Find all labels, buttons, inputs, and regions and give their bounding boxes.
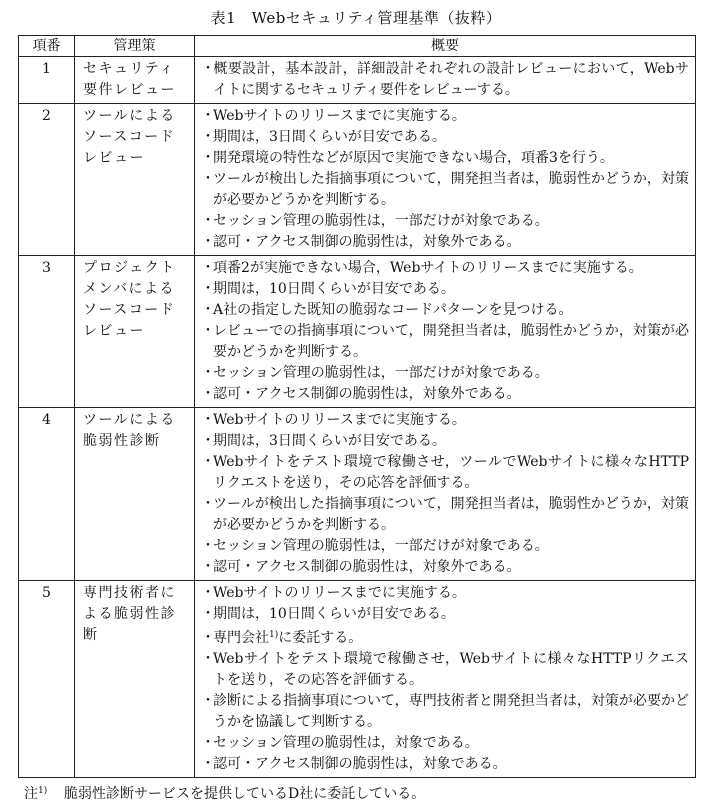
bullet: ・ [201,171,215,187]
summary-item-text: Webサイトのリリースまでに実施する。 [213,585,466,601]
summary-item [201,557,689,578]
summary-item [201,431,689,452]
summary-item [201,258,689,279]
bullet: ・ [201,496,215,512]
bullet: ・ [201,302,215,318]
summary-item [201,494,689,536]
table-row [19,57,696,104]
row-measure: プロジェクト メンバによる ソースコード レビュー [75,256,195,408]
summary-item-text: セッション管理の脆弱性は，一部だけが対象である。 [213,365,549,381]
summary-item-text: ツールが検出した指摘事項について，開発担当者は，脆弱性かどうか，対策が必要かどうかを判断する。 [213,496,689,533]
bullet: ・ [201,606,215,622]
bullet: ・ [201,281,215,297]
summary-item-text: 専門会社$^{1)}$に委託する。 [213,630,363,646]
summary-item-text: 認可・アクセス制御の脆弱性は，対象外である。 [213,234,521,250]
summary-item [201,59,689,101]
summary-item-text: セッション管理の脆弱性は，一部だけが対象である。 [213,213,549,229]
table-row [19,256,696,408]
bullet: ・ [201,129,215,145]
summary-item [201,604,689,625]
summary-item-text: セッション管理の脆弱性は，対象である。 [213,735,479,751]
summary-item [201,106,689,127]
row-measure: ツールによる 脆弱性診断 [75,408,195,581]
summary-item-text: 項番2が実施できない場合，Webサイトのリリースまでに実施する。 [213,260,643,276]
summary-item-text: 診断による指摘事項について，専門技術者と開発担当者は，対策が必要かどうかを協議して判断する。 [213,693,689,730]
summary-item [201,691,689,733]
summary-item [201,363,689,384]
summary-item [201,211,689,232]
bullet: ・ [201,630,215,646]
footnote-reference: 1) [269,630,279,640]
summary-item [201,536,689,557]
bullet: ・ [201,585,215,601]
summary-item-text: 期間は，10日間くらいが目安である。 [213,281,455,297]
table-header-row [19,36,696,57]
header-measure: 管理策 [75,36,195,57]
summary-item [201,410,689,431]
summary-item [201,232,689,253]
summary-item-text: 認可・アクセス制御の脆弱性は，対象外である。 [213,386,521,402]
table-row [19,104,696,256]
bullet: ・ [201,454,215,470]
row-number: 2 [19,104,75,256]
summary-item-text: 概要設計，基本設計，詳細設計それぞれの設計レビューにおいて，Webサイトに関するセキュリティ要件をレビューする。 [213,61,689,98]
bullet: ・ [201,234,215,250]
summary-item-text: 認可・アクセス制御の脆弱性は，対象である。 [213,756,507,772]
summary-item [201,625,689,649]
security-standards-table [18,35,696,778]
table-row [19,581,696,778]
bullet: ・ [201,735,215,751]
footnote-mark: 注$^{1)}$ [24,786,48,802]
summary-item-text: Webサイトをテスト環境で稼働させ，ツールでWebサイトに様々なHTTPリクエストを送り，その応答を評価する。 [213,454,689,491]
summary-item-text: 開発環境の特性などが原因で実施できない場合，項番3を行う。 [213,150,614,166]
bullet: ・ [201,386,215,402]
footnote-text: 脆弱性診断サービスを提供しているD社に委託している。 [64,786,426,802]
summary-item [201,321,689,363]
row-measure: 専門技術者による脆弱性診断 [75,581,195,778]
summary-item [201,279,689,300]
row-number: 5 [19,581,75,778]
summary-item [201,127,689,148]
bullet: ・ [201,213,215,229]
bullet: ・ [201,651,215,667]
summary-item-text: A社の指定した既知の脆弱なコードパターンを見つける。 [213,302,573,318]
summary-item-text: 期間は，3日間くらいが目安である。 [213,129,446,145]
summary-item-text: 期間は，3日間くらいが目安である。 [213,433,446,449]
summary-item [201,733,689,754]
summary-item [201,169,689,211]
table-row [19,408,696,581]
bullet: ・ [201,538,215,554]
bullet: ・ [201,323,215,339]
row-number: 4 [19,408,75,581]
summary-item-text: Webサイトのリリースまでに実施する。 [213,412,466,428]
header-summary: 概要 [195,36,696,57]
bullet: ・ [201,412,215,428]
summary-item-text: Webサイトをテスト環境で稼働させ，Webサイトに様々なHTTPリクエストを送り，その応答を評価する。 [213,651,689,688]
summary-item-text: ツールが検出した指摘事項について，開発担当者は，脆弱性かどうか，対策が必要かどうかを判断する。 [213,171,689,208]
bullet: ・ [201,756,215,772]
summary-item-text: 認可・アクセス制御の脆弱性は，対象外である。 [213,559,521,575]
summary-item [201,452,689,494]
header-num: 項番 [19,36,75,57]
bullet: ・ [201,150,215,166]
footnote [24,782,425,803]
row-number: 3 [19,256,75,408]
summary-item-text: セッション管理の脆弱性は，一部だけが対象である。 [213,538,549,554]
row-measure: セキュリティ 要件レビュー [75,57,195,104]
summary-item [201,300,689,321]
bullet: ・ [201,260,215,276]
bullet: ・ [201,61,215,77]
row-summary [195,408,696,581]
row-summary [195,256,696,408]
row-summary [195,581,696,778]
bullet: ・ [201,108,215,124]
bullet: ・ [201,559,215,575]
summary-item-text: Webサイトのリリースまでに実施する。 [213,108,466,124]
summary-item [201,384,689,405]
bullet: ・ [201,693,215,709]
bullet: ・ [201,365,215,381]
summary-item [201,583,689,604]
summary-item [201,754,689,775]
row-summary [195,57,696,104]
summary-item [201,148,689,169]
bullet: ・ [201,433,215,449]
row-number: 1 [19,57,75,104]
summary-item-text: レビューでの指摘事項について，開発担当者は，脆弱性かどうか，対策が必要かどうかを判断する。 [213,323,689,360]
table-caption: 表1 Webセキュリティ管理基準（抜粋） [210,9,502,27]
row-measure: ツールによる ソースコード レビュー [75,104,195,256]
summary-item [201,649,689,691]
summary-item-text: 期間は，10日間くらいが目安である。 [213,606,455,622]
row-summary [195,104,696,256]
